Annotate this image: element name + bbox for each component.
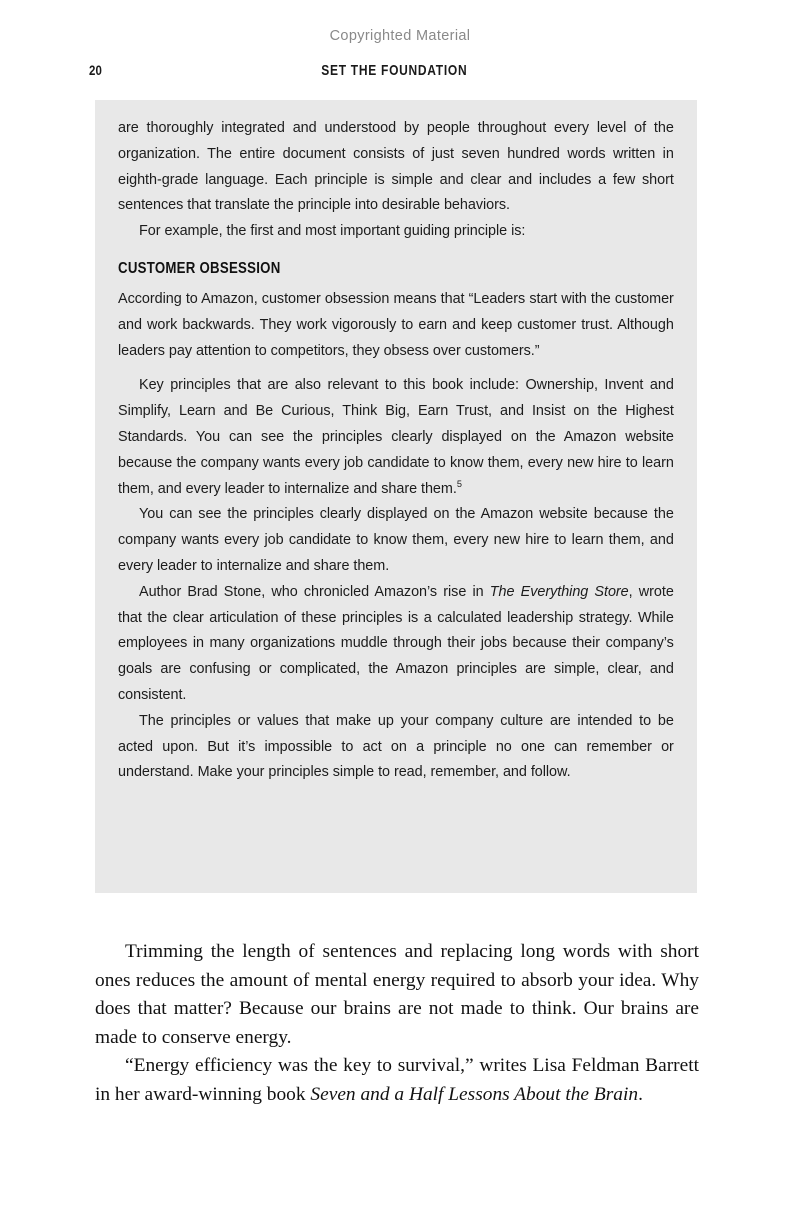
sidebar-callout-box [95,100,697,893]
main-body-text [95,938,699,1110]
book-title-italic: Seven and a Half Lessons About the Brain [310,1083,639,1105]
callout-paragraph-text: Key principles that are also relevant to this book include: Ownership, Invent and Simplify, Learn and Be Curious, Think Big, Earn Trust, and Insist on the Highest Standards. You can see the principles clearly displayed on the Amazon website because the company wants every job candidate to know them, every new hire to learn them, and every leader to internalize and share them. [118,376,674,497]
running-head [89,62,699,82]
callout-paragraph-with-title [118,579,674,708]
callout-paragraph: are thoroughly integrated and understood by people throughout every level of the organization. The entire document consists of just seven hundred words written in eighth-grade language. Each principle is simple and clear and includes a few short sentences that translate the principle into desirable behaviors. [118,119,674,214]
copyright-watermark-top: Copyrighted Material [329,28,471,44]
callout-heading [118,258,674,280]
book-title-italic: The Everything Store [489,582,629,600]
callout-paragraph: The principles or values that make up your company culture are intended to be acted upon. But it’s impossible to act on a principle no one can remember or understand. Make your principles simple to read, remember, and follow. [118,711,674,781]
chapter-title-text: SET THE FOUNDATION [320,62,468,79]
callout-paragraph-with-footnote [118,372,674,501]
page-number: 20 [89,62,103,78]
body-paragraph: Trimming the length of sentences and replacing long words with short ones reduces the amount of mental energy required to absorb your idea. Why does that matter? Because our brains are not made to think. Our brains are made to conserve energy. [95,941,699,1048]
body-text-after-title: . [638,1083,643,1105]
body-text-before-title: “Energy efficiency was the key to survival,” writes Lisa Feldman Barrett in her award-winning book [95,1055,699,1105]
callout-text-after-title: , wrote that the clear articulation of these principles is a calculated leadership strategy. While employees in many organizations muddle through their jobs because their company’s goals are confusing or complicated, the Amazon principles are simple, clear, and consistent. [118,582,674,703]
callout-paragraph: According to Amazon, customer obsession means that “Leaders start with the customer and work backwards. They work vigorously to earn and keep customer trust. Although leaders pay attention to competitors, they obsess over customers.” [118,289,674,359]
callout-paragraph: You can see the principles clearly displayed on the Amazon website because the company wants every job candidate to know them, every new hire to learn them, and every leader to internalize and share them. [118,505,674,574]
callout-text-before-title: Author Brad Stone, who chronicled Amazon’s rise in [139,582,490,600]
body-paragraph-with-title [95,1052,699,1109]
footnote-marker[interactable]: 5 [456,478,462,490]
callout-heading-text: CUSTOMER OBSESSION [118,259,281,277]
paragraph-spacer [118,363,674,372]
callout-paragraph: For example, the first and most important guiding principle is: [139,222,526,240]
chapter-title [89,62,699,79]
